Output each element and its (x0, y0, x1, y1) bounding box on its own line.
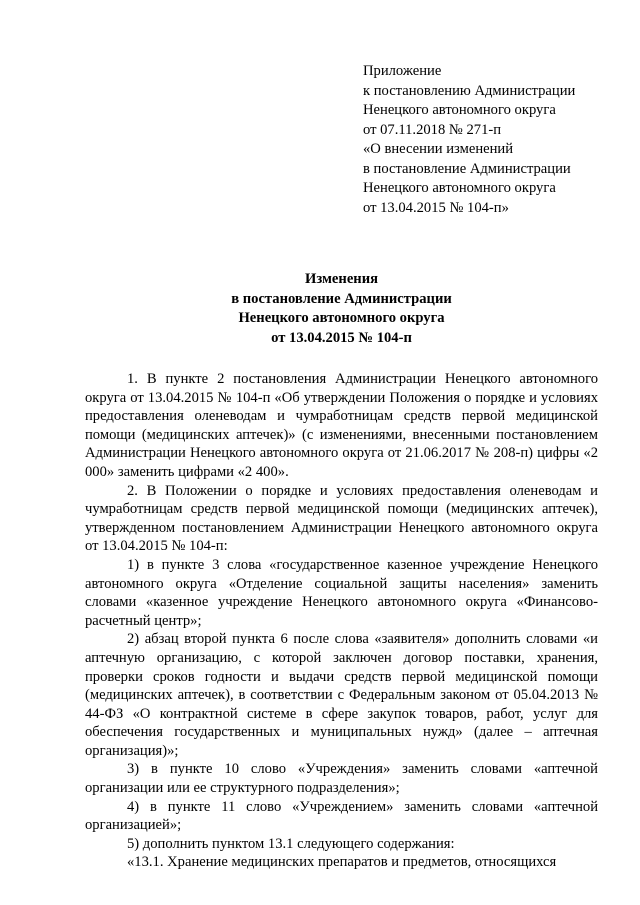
paragraph-item-1: 1. В пункте 2 постановления Администрации Ненецкого автономного округа от 13.04.2015 № 104-п «Об утверждении Положения о порядке и условиях предоставления оленеводам и чумработницам средств первой медицинской помощи (медицинских аптечек)» (с изменениями, внесенными постановлением Администрации Ненецкого автономного округа от 21.06.2017 № 208-п) цифры «2 000» заменить цифрами «2 400». (85, 371, 598, 480)
appendix-line: Ненецкого автономного округа (363, 180, 556, 196)
appendix-line: от 13.04.2015 № 104-п» (363, 199, 509, 216)
appendix-line: к постановлению Администрации (363, 82, 576, 99)
appendix-block (363, 62, 623, 218)
title-line: от 13.04.2015 № 104-п (271, 329, 412, 346)
title-line: Изменения (304, 271, 379, 287)
title-line: Ненецкого автономного округа (238, 310, 445, 326)
subitem-3: 3) в пункте 10 слово «Учреждения» заменить словами «аптечной организации или ее структурного подразделения»; (85, 761, 598, 797)
document-title (85, 270, 598, 348)
paragraph-item-2: 2. В Положении о порядке и условиях предоставления оленеводам и чумработницам средств первой медицинской помощи (медицинских аптечек), утвержденном постановлением Администрации Ненецкого автономного округа от 13.04.2015 № 104-п: (85, 482, 598, 555)
subitem-5: 5) дополнить пунктом 13.1 следующего содержания: (127, 835, 455, 852)
subitem-4: 4) в пункте 11 слово «Учреждением» заменить словами «аптечной организацией»; (85, 798, 598, 834)
appendix-line: Приложение (363, 63, 442, 79)
document-body (85, 370, 598, 872)
quoted-paragraph-13-1: «13.1. Хранение медицинских препаратов и предметов, относящихся (127, 854, 557, 871)
subitem-1: 1) в пункте 3 слова «государственное казенное учреждение Ненецкого автономного округа «Отделение социальной защиты населения» заменить словами «казенное учреждение Ненецкого автономного округа «Финансово-расчетный центр»; (85, 556, 598, 629)
title-line: в постановление Администрации (231, 290, 452, 307)
appendix-line: в постановление Администрации (363, 160, 571, 177)
appendix-line: Ненецкого автономного округа (363, 102, 556, 118)
appendix-line: «О внесении изменений (363, 141, 514, 157)
subitem-2: 2) абзац второй пункта 6 после слова «заявителя» дополнить словами «и аптечную организацию, с которой заключен договор поставки, хранения, проверки сроков годности и выдачи средств первой медицинской помощи (медицинских аптечек), в соответствии с Федеральным законом от 05.04.2013 № 44-ФЗ «О контрактной системе в сфере закупок товаров, работ, услуг для обеспечения государственных и муниципальных нужд» (далее – аптечная организация)»; (85, 631, 598, 759)
appendix-line: от 07.11.2018 № 271-п (363, 121, 502, 138)
